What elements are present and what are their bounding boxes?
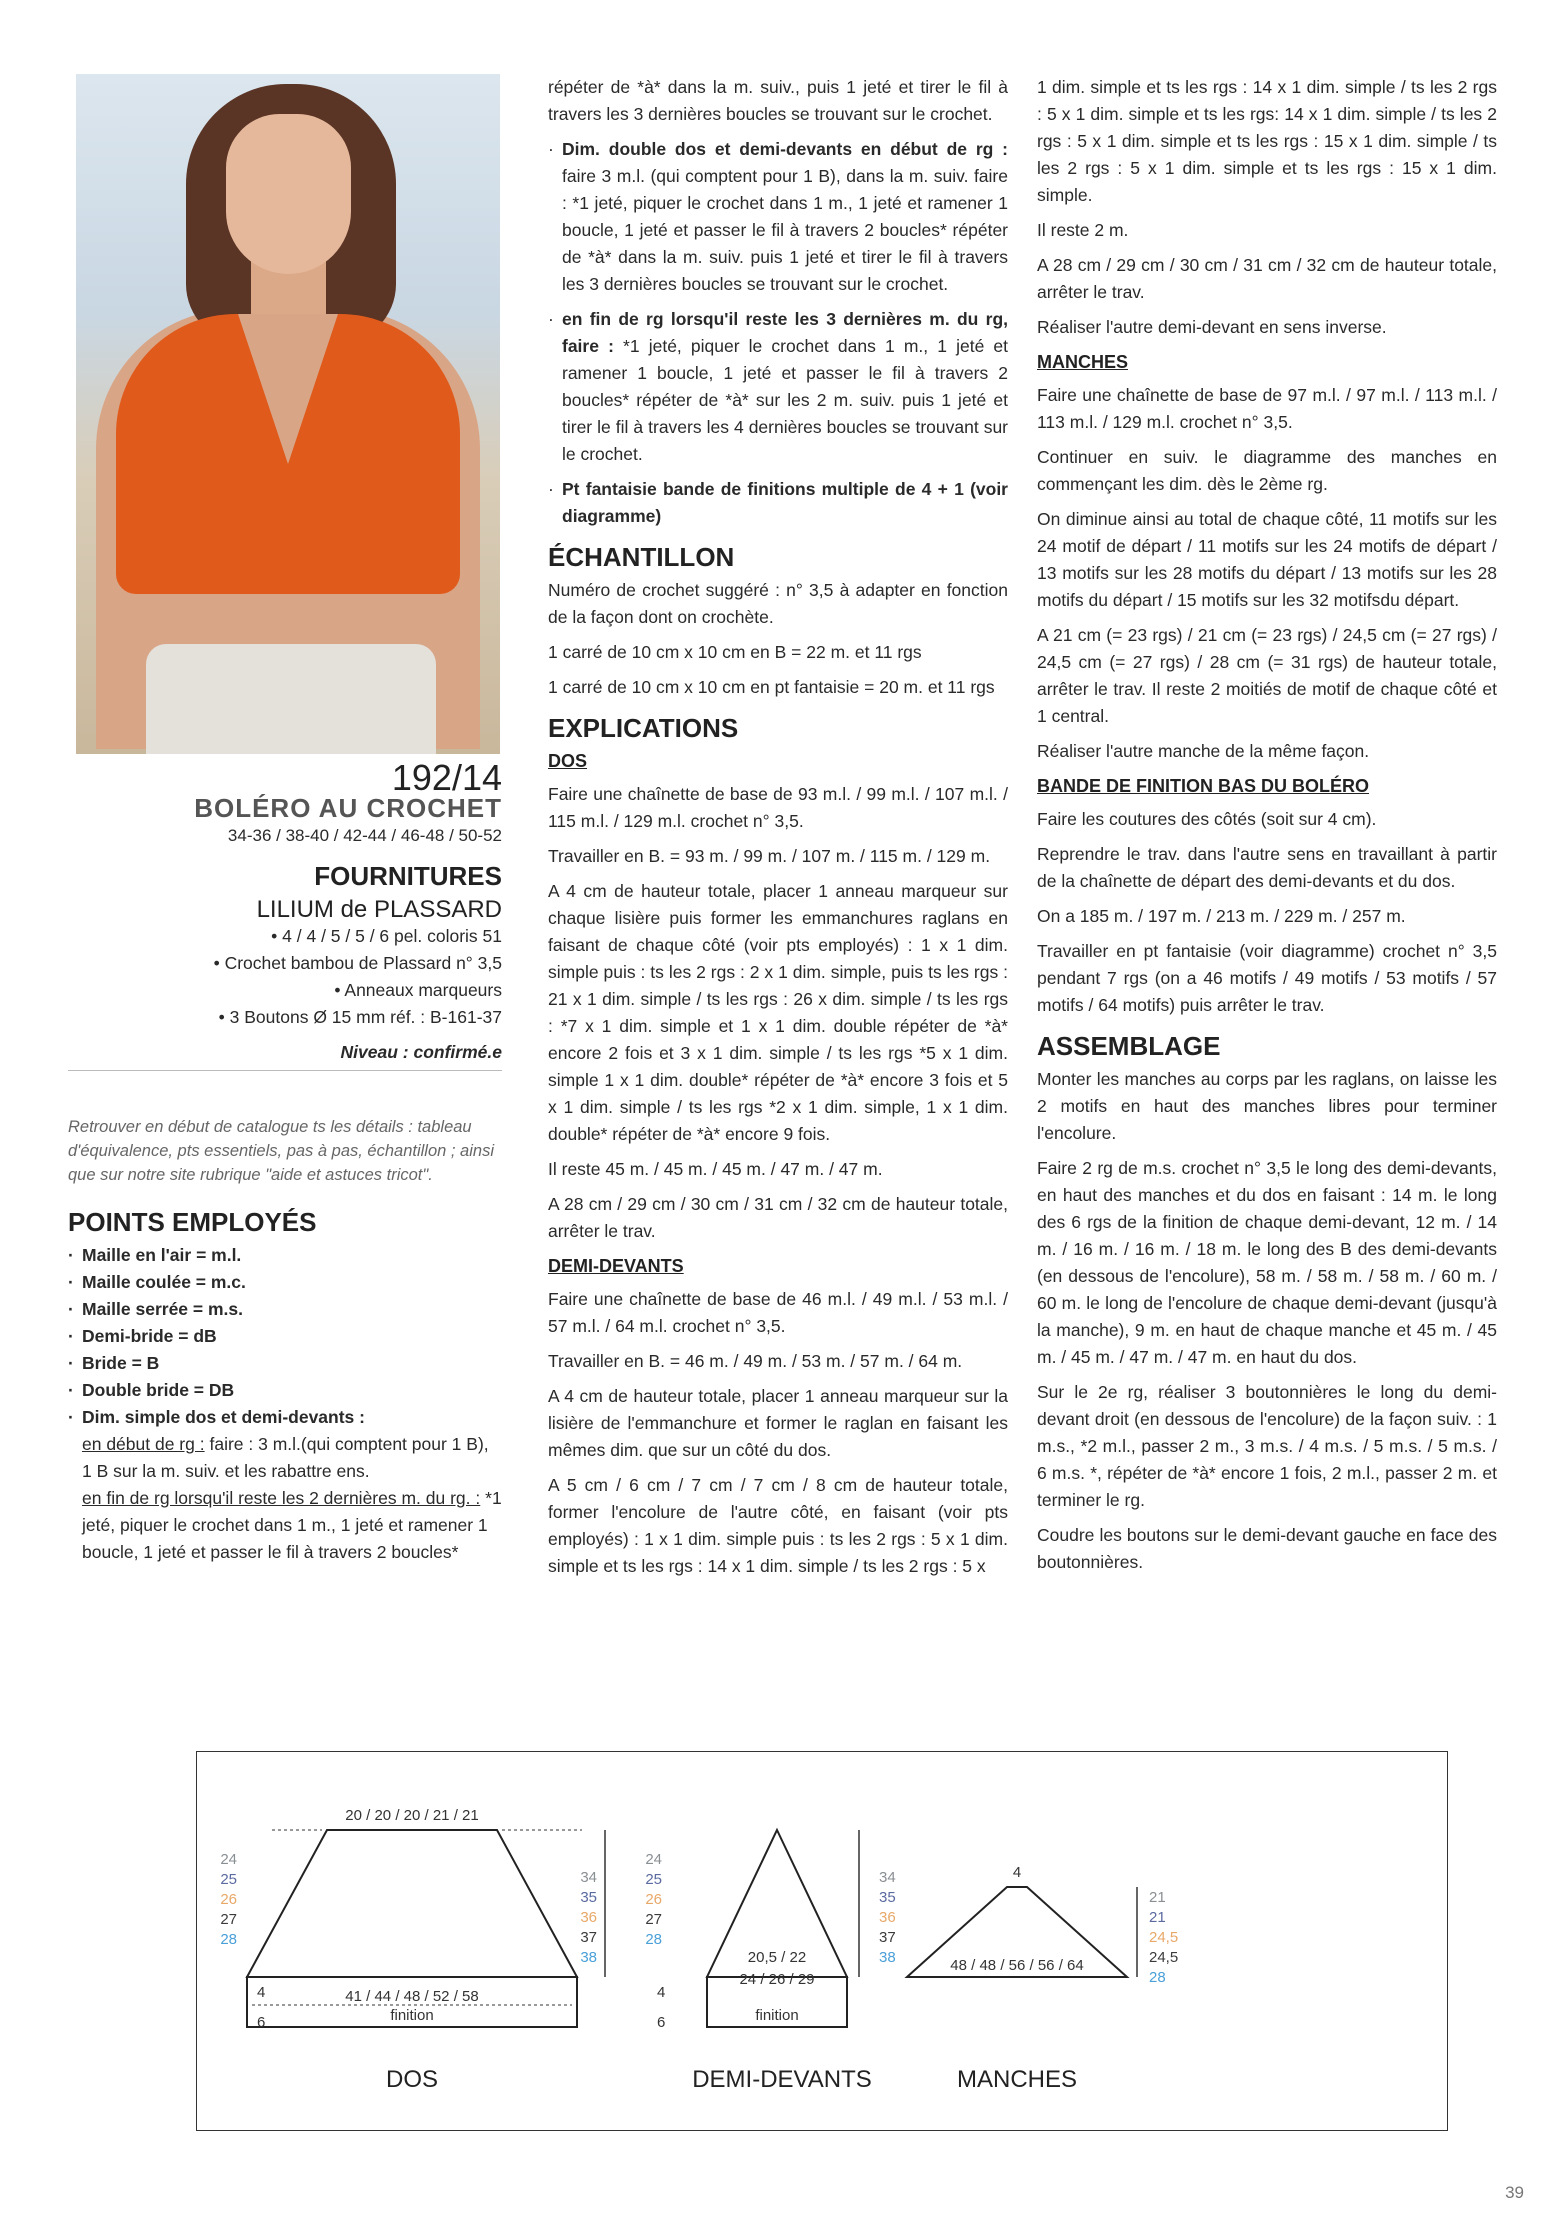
paragraph: répéter de *à* dans la m. suiv., puis 1 jeté et tirer le fil à travers les 3 dernières boucles se trouvant sur le crochet. xyxy=(548,77,1008,124)
paragraph: Faire une chaînette de base de 46 m.l. / 49 m.l. / 53 m.l. / 57 m.l. / 64 m.l. crochet n° 3,5. xyxy=(548,1289,1008,1336)
paragraph: Monter les manches au corps par les raglans, on laisse les 2 motifs en haut des manches libres pour terminer l'encolure. xyxy=(1037,1069,1497,1143)
manches-height-right: 28 xyxy=(1149,1969,1166,1986)
assemblage-heading: ASSEMBLAGE xyxy=(1037,1031,1221,1061)
point-item: · Demi-bride = dB xyxy=(68,1323,502,1350)
dd-height-right: 34 xyxy=(879,1869,896,1886)
dos-b1: 4 xyxy=(257,1984,266,2001)
dos-height-right: 35 xyxy=(580,1889,597,1906)
dd-finition: finition xyxy=(755,2007,799,2024)
dos-height-left: 28 xyxy=(220,1931,237,1948)
point-item: · en fin de rg lorsqu'il reste les 3 dernières m. du rg, faire : *1 jeté, piquer le crochet dans 1 m., 1 jeté et ramener 1 boucle, 1 jeté et passer le fil à travers 2 boucles* répéter de *à* sur les 2 m. suiv. puis 1 jeté et tirer le fil à travers les 4 dernières boucles se trouvant sur le crochet. xyxy=(548,306,1008,468)
dd-inner2: 24 / 26 / 29 xyxy=(739,1971,815,1988)
column-middle xyxy=(548,74,1008,1588)
schema-box xyxy=(196,1751,1448,2131)
paragraph: Coudre les boutons sur le demi-devant gauche en face des boutonnières. xyxy=(1037,1525,1497,1572)
paragraph: 1 dim. simple et ts les rgs : 14 x 1 dim. simple / ts les 2 rgs : 5 x 1 dim. simple et ts les rgs: 14 x 1 dim. simple / ts les 2 rgs : 5 x 1 dim. simple et ts les rgs : 15 x 1 dim. simple / ts les 2 rgs : 5 x 1 dim. simple et ts les rgs : 15 x 1 dim. simple. xyxy=(1037,77,1497,205)
paragraph: A 21 cm (= 23 rgs) / 21 cm (= 23 rgs) / 24,5 cm (= 27 rgs) / 24,5 cm (= 27 rgs) / 28 cm (= 31 rgs) de hauteur totale, arrêter le trav. Il reste 2 moitiés de motif de chaque côté et 1 central. xyxy=(1037,625,1497,726)
dd-inner1: 20,5 / 22 xyxy=(747,1949,807,1966)
paragraph: On diminue ainsi au total de chaque côté, 11 motifs sur les 24 motif de départ / 11 motifs sur les 24 motifs de départ / 13 motifs sur les 28 motifs du départ / 13 motifs sur les 28 motifs du départ / 15 motifs sur les 32 motifsdu départ. xyxy=(1037,509,1497,610)
paragraph: Travailler en B. = 46 m. / 49 m. / 53 m. / 57 m. / 64 m. xyxy=(548,1351,963,1371)
dd-height-right: 37 xyxy=(879,1929,896,1946)
paragraph: On a 185 m. / 197 m. / 213 m. / 229 m. / 257 m. xyxy=(1037,906,1406,926)
fourniture-item: • 4 / 4 / 5 / 5 / 6 pel. coloris 51 xyxy=(271,926,502,946)
manches-bottom-measure: 48 / 48 / 56 / 56 / 64 xyxy=(950,1957,1084,1974)
echantillon-heading: ÉCHANTILLON xyxy=(548,542,735,572)
sizes: 34-36 / 38-40 / 42-44 / 46-48 / 50-52 xyxy=(227,826,502,845)
fourniture-item: • 3 Boutons Ø 15 mm réf. : B-161-37 xyxy=(218,1007,502,1027)
point-item: · Dim. simple dos et demi-devants : xyxy=(68,1404,502,1431)
fournitures-heading: FOURNITURES xyxy=(314,861,502,891)
point-item: · Double bride = DB xyxy=(68,1377,502,1404)
paragraph: Sur le 2e rg, réaliser 3 boutonnières le long du demi-devant droit (en dessous de l'encolure) de la façon suiv. : 1 m.s., *2 m.l., passer 2 m., 3 m.s. / 4 m.s. / 5 m.s. / 5 m.s. / 6 m.s. *, répéter de *à* encore 1 fois, 2 m.l., passer 2 m. et terminer le rg. xyxy=(1037,1382,1497,1510)
demi-devants-diagram xyxy=(707,1830,847,2027)
dd-height-right: 35 xyxy=(879,1889,896,1906)
paragraph: Réaliser l'autre manche de la même façon. xyxy=(1037,741,1370,761)
pattern-title: BOLÉRO AU CROCHET xyxy=(194,793,502,823)
dos-height-right: 36 xyxy=(580,1909,597,1926)
page-number: 39 xyxy=(1505,2183,1524,2202)
dd-height-left: 28 xyxy=(645,1931,662,1948)
dos-finition: finition xyxy=(390,2007,434,2024)
paragraph: 1 carré de 10 cm x 10 cm en pt fantaisie = 20 m. et 11 rgs xyxy=(548,677,995,697)
paragraph: Travailler en B. = 93 m. / 99 m. / 107 m. / 115 m. / 129 m. xyxy=(548,846,991,866)
fourniture-item: • Crochet bambou de Plassard n° 3,5 xyxy=(213,953,502,973)
paragraph: A 28 cm / 29 cm / 30 cm / 31 cm / 32 cm de hauteur totale, arrêter le trav. xyxy=(1037,255,1497,302)
schema-svg xyxy=(197,1752,1447,2130)
dos-height-left: 26 xyxy=(220,1891,237,1908)
point-item: · Bride = B xyxy=(68,1350,502,1377)
dd-height-left: 27 xyxy=(645,1911,662,1928)
dd-height-right: 38 xyxy=(879,1949,896,1966)
paragraph: Travailler en pt fantaisie (voir diagramme) crochet n° 3,5 pendant 7 rgs (on a 46 motifs / 49 motifs / 53 motifs / 57 motifs / 64 motifs) puis arrêter le trav. xyxy=(1037,941,1497,1015)
dd-height-right: 36 xyxy=(879,1909,896,1926)
dim-fin: en fin de rg lorsqu'il reste les 2 dernières m. du rg. : *1 jeté, piquer le crochet dans 1 m., 1 jeté et ramener 1 boucle, 1 jeté et passer le fil à travers 2 boucles* xyxy=(82,1488,502,1562)
paragraph: Faire 2 rg de m.s. crochet n° 3,5 le long des demi-devants, en haut des manches et du dos en faisant : 14 m. le long des 6 rgs de la finition de chaque demi-devant, 12 m. / 14 m. / 16 m. / 16 m. / 18 m. le long des B des demi-devants (en dessous de l'encolure), 58 m. / 58 m. / 58 m. / 60 m. / 60 m. le long de l'encolure de chaque demi-devant (jusqu'à la manche), 9 m. en haut de chaque manche et 45 m. / 45 m. / 45 m. / 47 m. / 47 m. en haut du dos. xyxy=(1037,1158,1497,1367)
paragraph: Réaliser l'autre demi-devant en sens inverse. xyxy=(1037,317,1387,337)
fourniture-item: • Anneaux marqueurs xyxy=(334,980,502,1000)
paragraph: Il reste 45 m. / 45 m. / 45 m. / 47 m. / 47 m. xyxy=(548,1159,883,1179)
point-item: · Maille coulée = m.c. xyxy=(68,1269,502,1296)
manches-label: MANCHES xyxy=(956,2066,1078,2093)
paragraph: 1 carré de 10 cm x 10 cm en B = 22 m. et 11 rgs xyxy=(548,642,922,662)
niveau: Niveau : confirmé.e xyxy=(68,1039,502,1071)
dd-b2: 6 xyxy=(657,2014,666,2031)
manches-height-right: 24,5 xyxy=(1149,1949,1179,1966)
dos-height-left: 25 xyxy=(220,1871,237,1888)
point-item: · Pt fantaisie bande de finitions multiple de 4 + 1 (voir diagramme) xyxy=(548,476,1008,530)
paragraph: Reprendre le trav. dans l'autre sens en travaillant à partir de la chaînette de départ des demi-devants et du dos. xyxy=(1037,844,1497,891)
point-item: · Maille en l'air = m.l. xyxy=(68,1242,502,1269)
dos-b2: 6 xyxy=(257,2014,266,2031)
manches-height-right: 21 xyxy=(1149,1889,1166,1906)
explications-heading: EXPLICATIONS xyxy=(548,713,739,743)
paragraph: Faire les coutures des côtés (soit sur 4 cm). xyxy=(1037,809,1377,829)
point-item: · Maille serrée = m.s. xyxy=(68,1296,502,1323)
paragraph: A 5 cm / 6 cm / 7 cm / 7 cm / 8 cm de hauteur totale, former l'encolure de l'autre côté, en faisant (voir pts employés) : 1 x 1 dim. simple puis : ts les 2 rgs : 5 x 1 dim. simple et ts les rgs : 14 x 1 dim. simple / ts les 2 rgs : 5 x xyxy=(548,1475,1008,1576)
point-item: · Dim. double dos et demi-devants en début de rg : faire 3 m.l. (qui comptent pour 1 B), dans la m. suiv. faire : *1 jeté, piquer le crochet dans 1 m., 1 jeté et ramener 1 boucle, 1 jeté et passer le fil à travers 2 boucles* répéter de *à* dans la m. suiv. puis 1 jeté et tirer le fil à travers les 3 dernières boucles se trouvant sur le crochet. xyxy=(548,136,1008,298)
column-right xyxy=(1037,74,1497,1584)
manches-height-right: 21 xyxy=(1149,1909,1166,1926)
dos-height-right: 37 xyxy=(580,1929,597,1946)
demi-devants-heading: DEMI-DEVANTS xyxy=(548,1256,684,1276)
dd-b1: 4 xyxy=(657,1984,666,2001)
paragraph: Numéro de crochet suggéré : n° 3,5 à adapter en fonction de la façon dont on crochète. xyxy=(548,580,1008,627)
paragraph: A 4 cm de hauteur totale, placer 1 anneau marqueur sur chaque lisière puis former les emmanchures raglans en faisant de chaque côté (voir pts employés) : 1 x 1 dim. simple puis : ts les 2 rgs : 2 x 1 dim. simple, puis ts les rgs : 21 x 1 dim. simple / ts les rgs : 26 x dim. simple / ts les rgs : *7 x 1 dim. simple et 1 x 1 dim. double répéter de *à* encore 2 fois et 3 x 1 dim. simple / ts les rgs *5 x 1 dim. simple 1 x 1 dim. double* répéter de *à* encore 3 fois et 5 x 1 dim. simple / ts les rgs *2 x 1 dim. simple, 1 x 1 dim. double* répéter de *à* encore 9 fois. xyxy=(548,881,1008,1144)
dos-heading: DOS xyxy=(548,751,588,771)
manches-heading: MANCHES xyxy=(1037,352,1129,372)
paragraph: Faire une chaînette de base de 97 m.l. / 97 m.l. / 113 m.l. / 113 m.l. / 129 m.l. crochet n° 3,5. xyxy=(1037,385,1497,432)
paragraph: Continuer en suiv. le diagramme des manches en commençant les dim. dès le 2ème rg. xyxy=(1037,447,1497,494)
dim-debut: en début de rg : faire : 3 m.l.(qui comptent pour 1 B), 1 B sur la m. suiv. et les rabattre ens. xyxy=(82,1434,489,1481)
dos-height-left: 27 xyxy=(220,1911,237,1928)
paragraph: A 28 cm / 29 cm / 30 cm / 31 cm / 32 cm de hauteur totale, arrêter le trav. xyxy=(548,1194,1008,1241)
dos-label: DOS xyxy=(385,2066,439,2093)
points-list xyxy=(68,1242,502,1431)
dos-height-left: 24 xyxy=(220,1851,237,1868)
dd-height-left: 24 xyxy=(645,1851,662,1868)
dd-height-left: 25 xyxy=(645,1871,662,1888)
dos-bottom-measure: 41 / 44 / 48 / 52 / 58 xyxy=(345,1988,479,2005)
manches-height-right: 24,5 xyxy=(1149,1929,1179,1946)
yarn-name: LILIUM de PLASSARD xyxy=(256,896,502,923)
bande-heading: BANDE DE FINITION BAS DU BOLÉRO xyxy=(1037,776,1370,796)
dd-height-left: 26 xyxy=(645,1891,662,1908)
paragraph: Faire une chaînette de base de 93 m.l. / 99 m.l. / 107 m.l. / 115 m.l. / 129 m.l. crochet n° 3,5. xyxy=(548,784,1008,831)
dos-height-right: 38 xyxy=(580,1949,597,1966)
catalogue-note: Retrouver en début de catalogue ts les détails : tableau d'équivalence, pts essentiels, pas à pas, échantillon ; ainsi que sur notre site rubrique "aide et astuces tricot". xyxy=(68,1118,494,1184)
dos-top-measure: 20 / 20 / 20 / 21 / 21 xyxy=(345,1807,479,1824)
paragraph: A 4 cm de hauteur totale, placer 1 anneau marqueur sur la lisière de l'emmanchure et former le raglan en faisant les mêmes dim. que sur un côté du dos. xyxy=(548,1386,1008,1460)
pattern-ref: 192/14 xyxy=(391,757,502,798)
paragraph: Il reste 2 m. xyxy=(1037,220,1129,240)
points-heading: POINTS EMPLOYÉS xyxy=(68,1207,317,1237)
manches-top-measure: 4 xyxy=(1012,1864,1022,1881)
column-left xyxy=(68,74,502,1566)
dos-height-right: 34 xyxy=(580,1869,597,1886)
dd-label: DEMI-DEVANTS xyxy=(692,2066,872,2093)
